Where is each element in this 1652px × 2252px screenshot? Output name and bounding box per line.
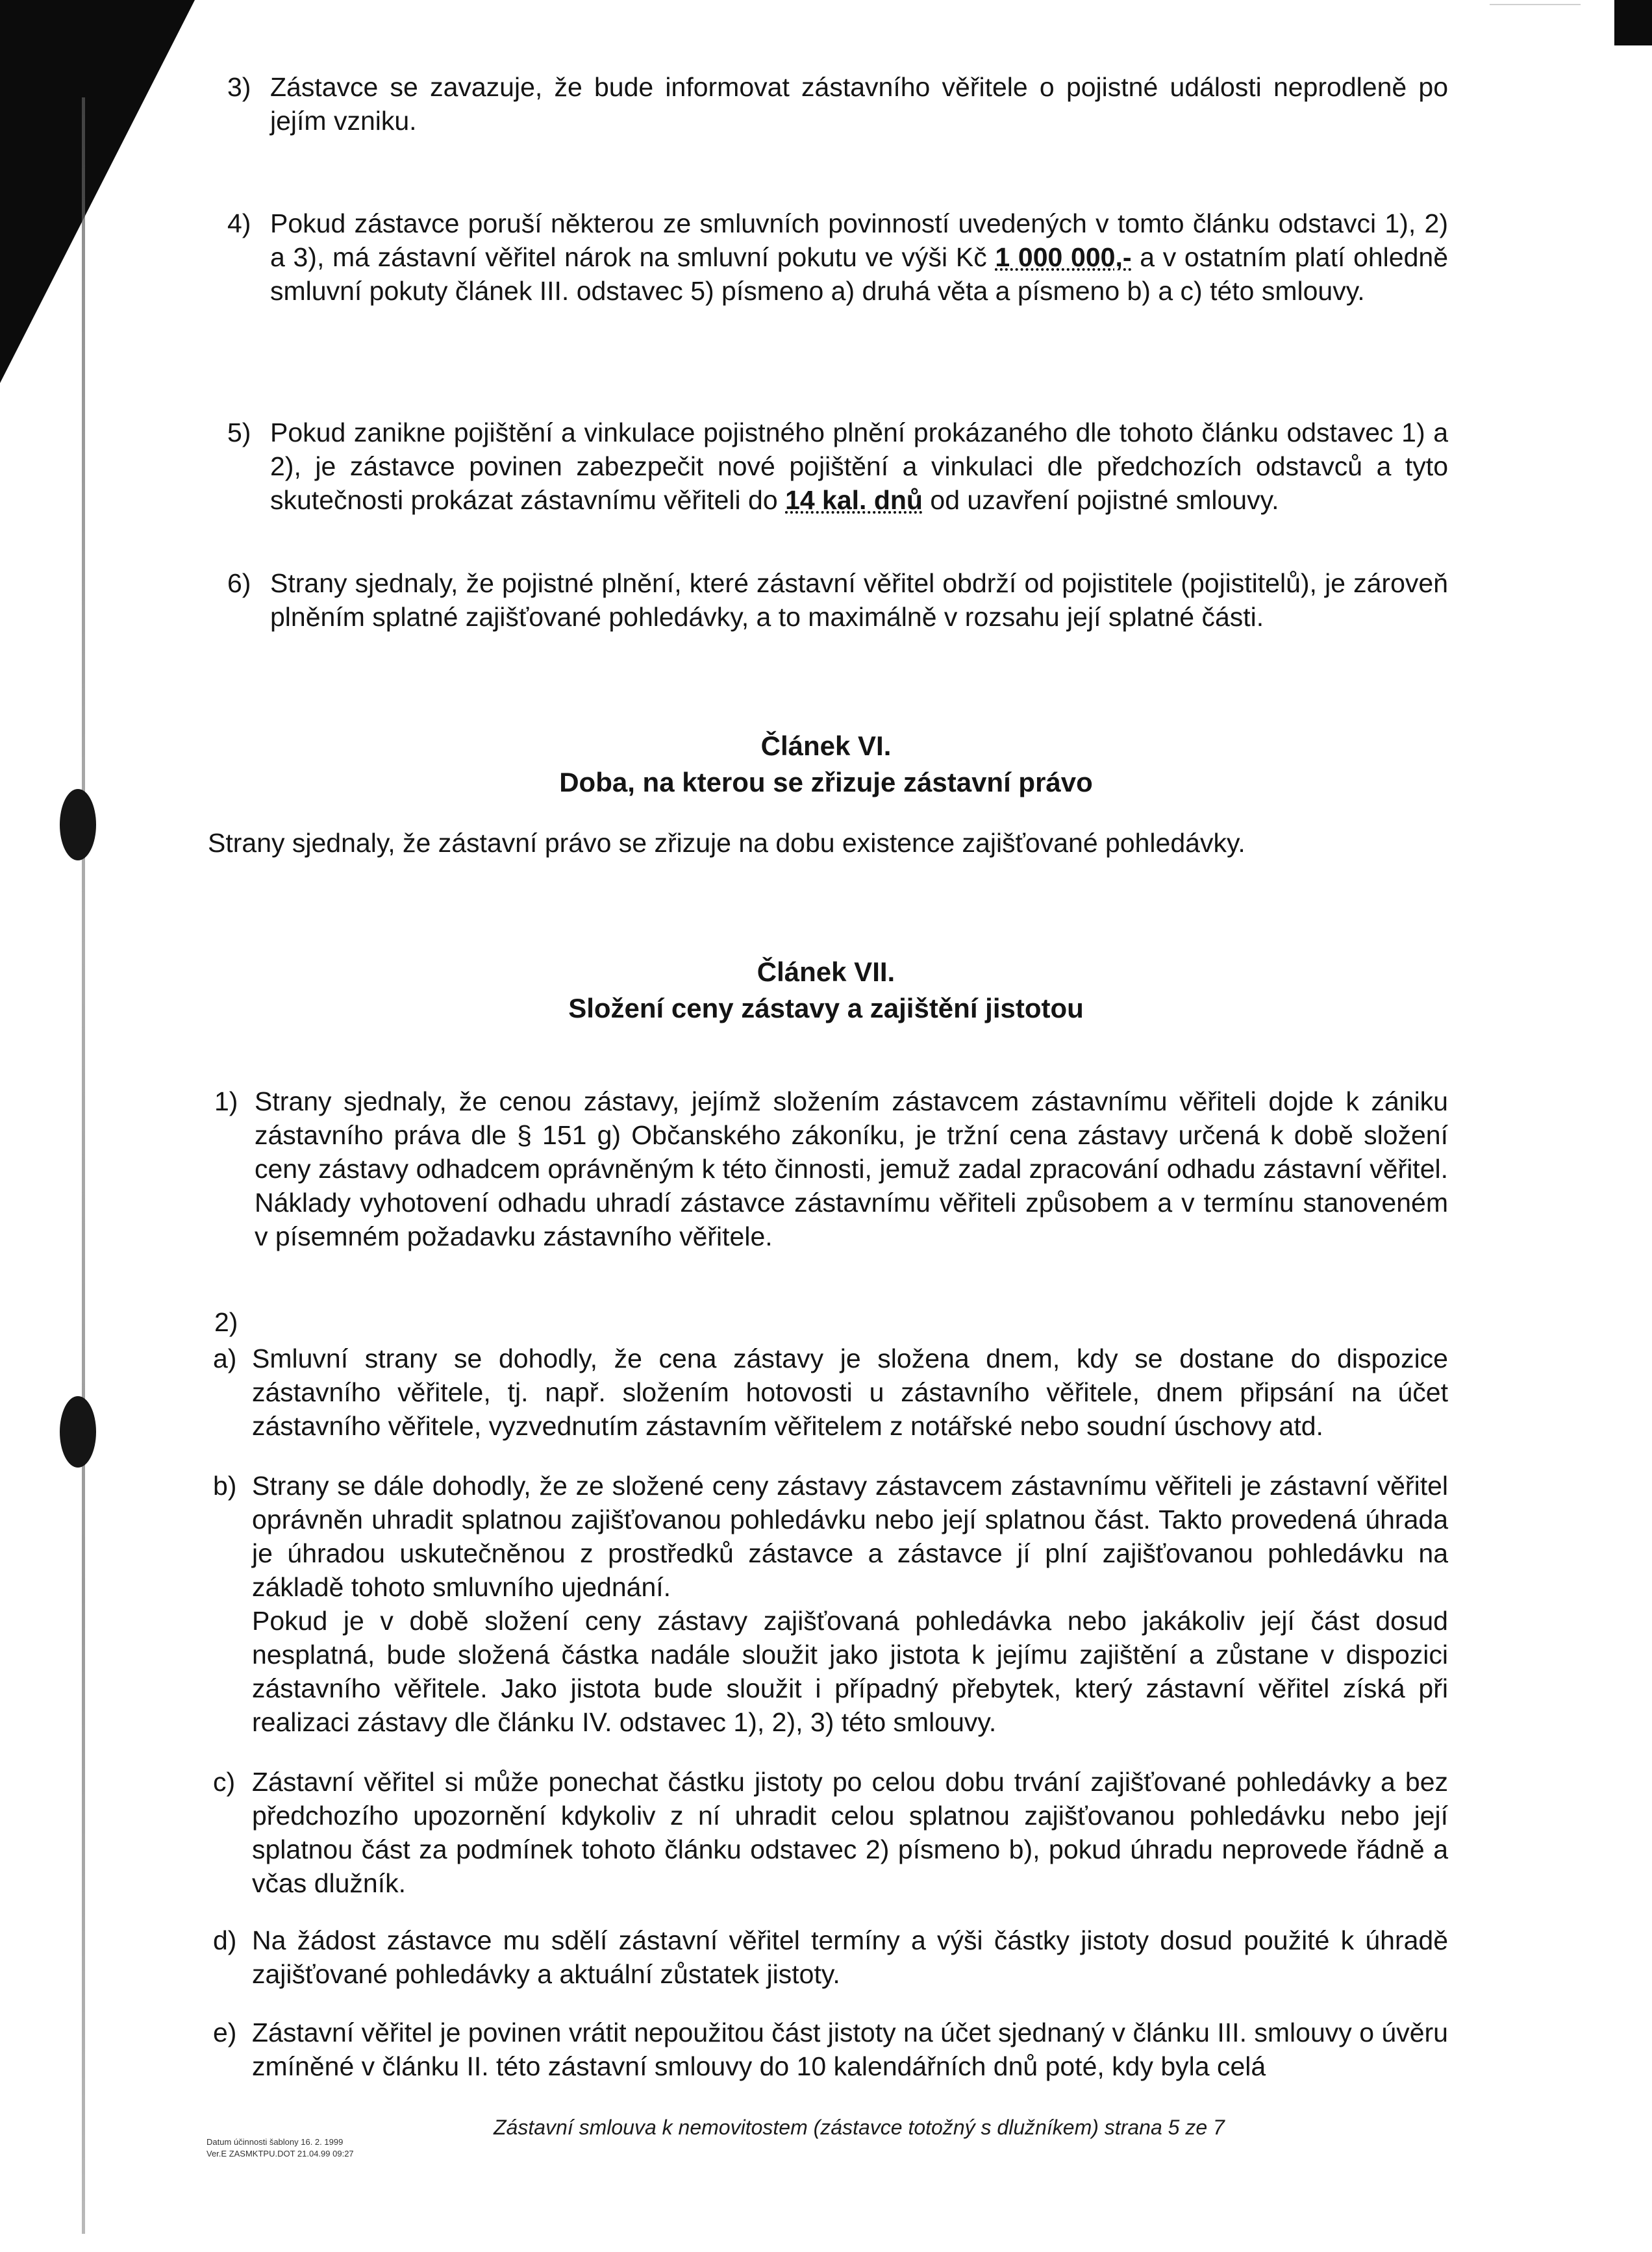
paragraph-number: 3) (227, 72, 251, 102)
article-7-title: Složení ceny zástavy a zajištění jistotou (568, 993, 1084, 1023)
item-text: Na žádost zástavce mu sdělí zástavní věřitel termíny a výši částky jistoty dosud použité k úhradě zajišťované pohledávky a aktuální zůstatek jistoty. (252, 1925, 1448, 1989)
item-text: Strany se dále dohodly, že ze složené ceny zástavy zástavcem zástavnímu věřiteli je zástavní věřitel oprávněn uhradit splatnou zajišťovanou pohledávku nebo její splatnou část. Takto provedená úhrada je úhradou uskutečněnou z prostředků zástavce a zástavce jí plní zajišťovanou pohledávku na základě tohoto smluvního ujednání. (252, 1471, 1448, 1602)
item-a (213, 1342, 1448, 1443)
article-6-text: Strany sjednaly, že zástavní právo se zřizuje na dobu existence zajišťované pohledávky. (208, 828, 1245, 858)
paragraph-number: 5) (227, 418, 251, 447)
scan-mark (1490, 4, 1581, 5)
paragraph-text: a v ostatním platí ohledně smluvní pokuty článek III. odstavec 5) písmeno a) druhá věta a písmeno b) a c) této smlouvy. (270, 242, 1448, 306)
paragraph-text: Strany sjednaly, že pojistné plnění, které zástavní věřitel obdrží od pojistitele (pojistitelů), je zároveň plněním splatné zajišťované pohledávky, a to maximálně v rozsahu její splatné části. (270, 568, 1448, 632)
paragraph-text: Pokud zástavce poruší některou ze smluvních povinností uvedených v tomto článku odstavci 1), 2) a 3), má zástavní věřitel nárok na smluvní pokutu ve výši Kč (270, 208, 1448, 272)
paragraph-5 (227, 416, 1448, 517)
article-7-heading: Článek VII. (757, 957, 895, 987)
item-text: Zástavní věřitel si může ponechat částku jistoty po celou dobu trvání zajišťované pohledávky a bez předchozího upozornění kdykoliv z ní uhradit celou splatnou zajišťovanou pohledávku nebo její splatnou část za podmínek tohoto článku odstavec 2) písmeno b), pokud úhradu neprovede řádně a včas dlužník. (252, 1767, 1448, 1898)
scan-shadow-corner (1614, 0, 1652, 45)
item-text: Smluvní strany se dohodly, že cena zástavy je složena dnem, kdy se dostane do dispozice zástavního věřitele, tj. např. složením hotovosti u zástavního věřitele, dnem připsání na účet zástavního věřitele, vyzvednutím zástavním věřitelem z notářské nebo soudní úschovy atd. (252, 1344, 1448, 1441)
paragraph-6 (227, 566, 1448, 634)
article-6-heading: Článek VI. (760, 731, 892, 761)
deadline-value: 14 kal. dnů (785, 485, 923, 515)
template-date: Datum účinnosti šablony 16. 2. 1999 (206, 2137, 344, 2147)
item-text: Zástavní věřitel je povinen vrátit nepoužitou část jistoty na účet sjednaný v článku III. smlouvy o úvěru zmíněné v článku II. této zástavní smlouvy do 10 kalendářních dnů poté, kdy byla celá (252, 2018, 1448, 2081)
paragraph-number: 4) (227, 208, 251, 238)
item-d (213, 1923, 1448, 1991)
item-label: d) (213, 1925, 237, 1955)
item-text-continued: Pokud je v době složení ceny zástavy zajišťovaná pohledávka nebo jakákoliv její část dosud nesplatná, bude složená částka nadále sloužit jako jistota k jejímu zajištění a zůstane v dispozici zástavního věřitele. Jako jistota bude sloužit i případný přebytek, který zástavní věřitel získá při realizaci zástavy dle článku IV. odstavec 1), 2), 3) této smlouvy. (252, 1606, 1448, 1737)
item-e (213, 2016, 1448, 2083)
punch-hole (60, 1396, 96, 1468)
item-c (213, 1765, 1448, 1900)
binding-edge (82, 97, 85, 2234)
penalty-amount: 1 000 000,- (995, 242, 1132, 272)
paragraph-text: Strany sjednaly, že cenou zástavy, jejímž složením zástavcem zástavnímu věřiteli dojde k zániku zástavního práva dle § 151 g) Občanského zákoníku, je tržní cena zástavy určená k době složení ceny zástavy odhadcem oprávněným k této činnosti, jemuž zadal zpracování odhadu zástavní věřitel. Náklady vyhotovení odhadu uhradí zástavce zástavnímu věřiteli způsobem a v termínu stanoveném v písemném požadavku zástavního věřitele. (255, 1086, 1448, 1251)
paragraph-3 (227, 70, 1448, 138)
paragraph-text: Pokud zanikne pojištění a vinkulace pojistného plnění prokázaného dle tohoto článku odstavec 1) a 2), je zástavce povinen zabezpečit nové pojištění a vinkulaci dle předchozích odstavců a tyto skutečnosti prokázat zástavnímu věřiteli do (270, 418, 1448, 515)
paragraph-number: 6) (227, 568, 251, 598)
article-6-title: Doba, na kterou se zřizuje zástavní právo (559, 767, 1093, 797)
template-version: Ver.E ZASMKTPU.DOT 21.04.99 09:27 (206, 2149, 354, 2158)
paragraph-number: 1) (214, 1086, 238, 1116)
paragraph-text: od uzavření pojistné smlouvy. (930, 485, 1279, 515)
paragraph-4 (227, 206, 1448, 308)
footer-meta (206, 2136, 354, 2160)
paragraph-number: 2) (214, 1307, 238, 1337)
item-label: e) (213, 2018, 237, 2047)
item-b (213, 1469, 1448, 1739)
scan-shadow-left (0, 0, 195, 383)
item-label: b) (213, 1471, 237, 1501)
article-7-paragraph-1 (214, 1084, 1448, 1253)
footer-title: Zástavní smlouva k nemovitostem (zástavce totožný s dlužníkem) strana 5 ze 7 (494, 2116, 1225, 2139)
item-label: c) (213, 1767, 236, 1797)
item-label: a) (213, 1344, 237, 1373)
paragraph-text: Zástavce se zavazuje, že bude informovat zástavního věřitele o pojistné události neprodleně po jejím vzniku. (270, 72, 1448, 136)
